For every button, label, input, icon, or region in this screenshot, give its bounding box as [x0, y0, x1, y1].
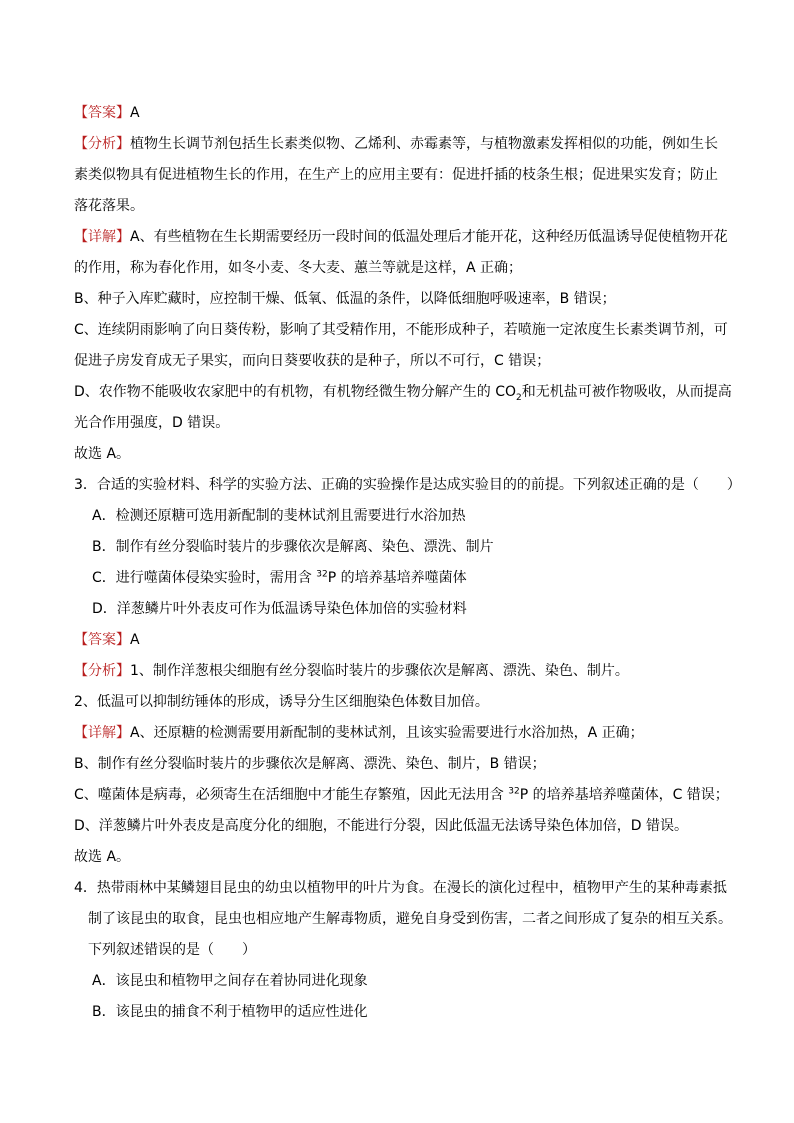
- detail-d-text: D、农作物不能吸收农家肥中的有机物，有机物经微生物分解产生的 CO: [74, 384, 517, 400]
- answer-value: A: [130, 105, 140, 121]
- co2-subscript: 2: [516, 392, 522, 403]
- q2-detail-line-4: C、连续阴雨影响了向日葵传粉，影响了其受精作用，不能形成种子，若喷施一定浓度生长素类调节剂，可: [74, 322, 728, 338]
- detail-c-text-after: P 的培养基培养噬菌体，C 错误；: [519, 787, 729, 803]
- q3-option-b: B．制作有丝分裂临时装片的步骤依次是解离、染色、漂洗、制片: [92, 539, 494, 555]
- analysis-text: 1、制作洋葱根尖细胞有丝分裂临时装片的步骤依次是解离、漂洗、染色、制片。: [130, 663, 629, 679]
- page-content: [74, 98, 741, 1028]
- option-c-text-after: P 的培养基培养噬菌体: [327, 570, 467, 586]
- detail-d-text-after: 和无机盐可被作物吸收，从而提高: [521, 384, 732, 400]
- q2-detail-line-6: [74, 377, 732, 408]
- q3-detail-line-4: D、洋葱鳞片叶外表皮是高度分化的细胞，不能进行分裂，因此低温无法诱导染色体加倍，D 错误。: [74, 818, 689, 834]
- q2-answer: [74, 98, 722, 129]
- q2-detail-line-3: B、种子入库贮藏时，应控制干燥、低氧、低温的条件，以降低细胞呼吸速率，B 错误；: [74, 291, 616, 307]
- q3-detail-line-2: B、制作有丝分裂临时装片的步骤依次是解离、漂洗、染色、制片，B 错误；: [74, 756, 546, 772]
- answer-tag: 【答案】: [74, 632, 130, 648]
- answer-tag: 【答案】: [74, 105, 130, 121]
- q2-analysis-line-2: 素类似物具有促进植物生长的作用，在生产上的应用主要有：促进扦插的枝条生根；促进果实发育；防止: [74, 167, 718, 183]
- q4-stem-line-2: 制了该昆虫的取食，昆虫也相应地产生解毒物质，避免自身受到伤害，二者之间形成了复杂的相互关系。: [88, 911, 732, 927]
- detail-c-text: C、噬菌体是病毒，必须寄生在活细胞中才能生存繁殖，因此无法用含: [74, 787, 509, 803]
- q2-detail-line-7: 光合作用强度，D 错误。: [74, 415, 230, 431]
- q3-detail-line-1: [74, 718, 722, 749]
- detail-tag: 【详解】: [74, 229, 130, 245]
- detail-text: A、有些植物在生长期需要经历一段时间的低温处理后才能开花，这种经历低温诱导促使植物开花: [130, 229, 728, 245]
- option-c-text: C．进行噬菌体侵染实验时，需用含: [92, 570, 317, 586]
- q2-detail-line-5: 促进子房发育成无子果实，而向日葵要收获的是种子，所以不可行，C 错误；: [74, 353, 551, 369]
- q3-stem: 3．合适的实验材料、科学的实验方法、正确的实验操作是达成实验目的的前提。下列叙述正确的是（ ）: [74, 477, 741, 493]
- q4-option-b: B．该昆虫的捕食不利于植物甲的适应性进化: [92, 1004, 368, 1020]
- q4-option-a: A．该昆虫和植物甲之间存在着协同进化现象: [92, 973, 368, 989]
- q2-analysis-line-1: [74, 129, 722, 160]
- detail-tag: 【详解】: [74, 725, 130, 741]
- q4-stem-line-3: 下列叙述错误的是（ ）: [88, 942, 256, 958]
- q3-analysis-line-1: [74, 656, 722, 687]
- isotope-superscript: 32: [316, 569, 328, 580]
- analysis-text: 植物生长调节剂包括生长素类似物、乙烯利、赤霉素等，与植物激素发挥相似的功能，例如生长: [130, 136, 718, 152]
- q2-conclusion: 故选 A。: [74, 446, 131, 462]
- isotope-superscript: 32: [508, 786, 520, 797]
- analysis-tag: 【分析】: [74, 136, 130, 152]
- detail-text: A、还原糖的检测需要用新配制的斐林试剂，且该实验需要进行水浴加热，A 正确；: [130, 725, 644, 741]
- q3-option-c: [74, 563, 722, 594]
- q4-stem-line-1: 4．热带雨林中某鳞翅目昆虫的幼虫以植物甲的叶片为食。在漫长的演化过程中，植物甲产生的某种毒素抵: [74, 880, 727, 896]
- q2-analysis-line-3: 落花落果。: [74, 198, 144, 214]
- q3-analysis-line-2: 2、低温可以抑制纺锤体的形成，诱导分生区细胞染色体数目加倍。: [74, 694, 489, 710]
- q3-detail-line-3: [74, 780, 729, 811]
- answer-value: A: [130, 632, 140, 648]
- q2-detail-line-2: 的作用，称为春化作用，如冬小麦、冬大麦、蕙兰等就是这样，A 正确；: [74, 260, 523, 276]
- analysis-tag: 【分析】: [74, 663, 130, 679]
- q2-detail-line-1: [74, 222, 728, 253]
- q3-option-a: A．检测还原糖可选用新配制的斐林试剂且需要进行水浴加热: [92, 508, 466, 524]
- q3-conclusion: 故选 A。: [74, 849, 131, 865]
- q3-answer: [74, 625, 722, 656]
- q3-option-d: D．洋葱鳞片叶外表皮可作为低温诱导染色体加倍的实验材料: [92, 601, 467, 617]
